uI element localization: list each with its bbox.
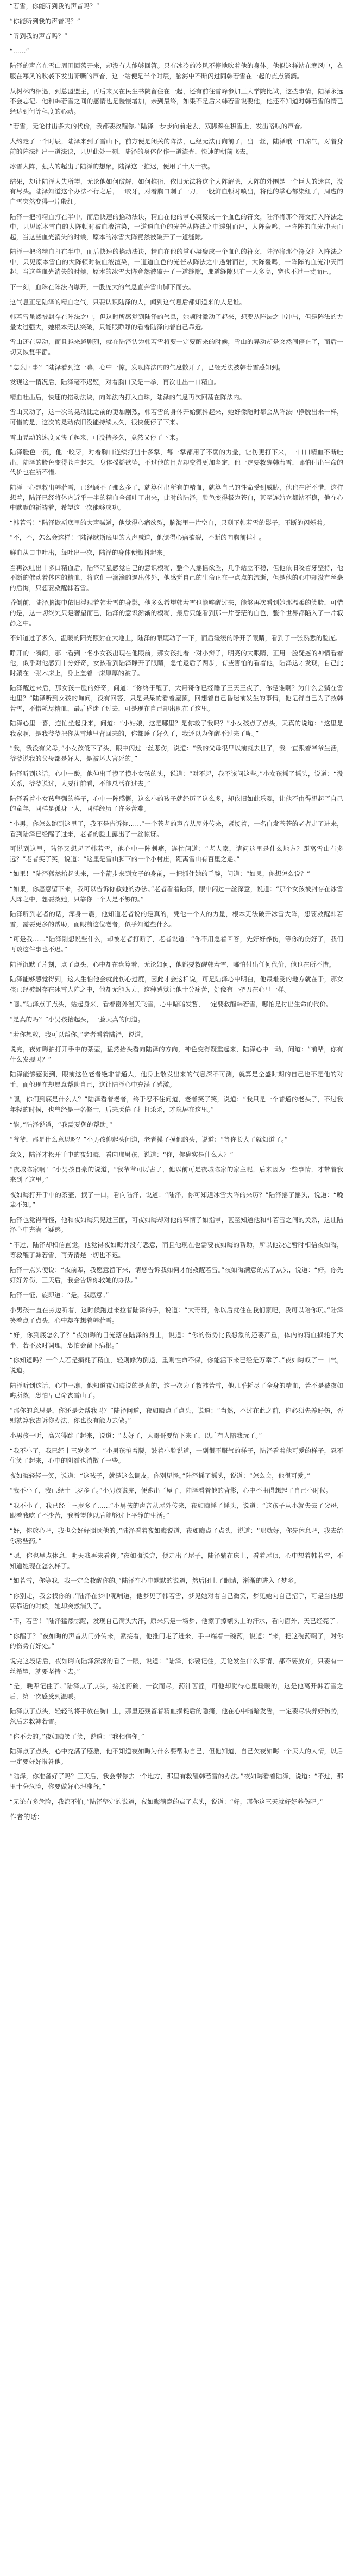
chapter-paragraph: “能。”陆泽说道，“我需要您的帮助。” xyxy=(10,1120,113,1129)
chapter-paragraph: “我不小了，我已经十三岁多了。”小男孩说完，便跑出了屋子，陆泽看着他的背影，心中不由得想起了自己小时候。 xyxy=(10,1487,332,1495)
chapter-paragraph: “听到我的声音吗？” xyxy=(10,32,68,40)
chapter-paragraph: “若雪，你能听到我的声音吗？” xyxy=(10,2,99,10)
chapter-paragraph: 结果，却让陆泽大失所望，无论他如何破解，如何推衍，依旧无法将这个大阵解除，大阵的外围是一个巨大的迷宫，没有尽头。陆泽知道这个办法不行之后，一咬牙，对着胸口刺了一刀，一股鲜血顿时喷出，将他的掌心都染红了，周遭的白雪突然变得一片殷红。 xyxy=(10,177,343,205)
chapter-paragraph: “若雪，无论付出多大的代价，我都要救醒你。”陆泽一步步向前走去，双脚踩在积雪上，发出咯吱的声音。 xyxy=(10,122,307,130)
chapter-paragraph: 陆泽一怔，旋即道：“是，我愿意。” xyxy=(10,1291,109,1299)
chapter-paragraph: “我不小了，我已经十三岁多了……”小男孩的声音从屋外传来，夜如晦摇了摇头，说道：“这孩子从小就失去了父母，跟着我吃了不少苦，我希望他以后能够过上平静的生活。” xyxy=(10,1501,343,1520)
chapter-paragraph: 鲜血从口中吐出，每吐出一次，陆泽的身体便颤抖起来。 xyxy=(10,548,169,556)
chapter-paragraph: “我，我没有父母，”小女孩低下了头，眼中闪过一丝悲伤，说道：“我的父母很早以前就去世了，我一直跟着爷爷生活，爷爷说我的父母都是好人，是被坏人害死的。” xyxy=(10,744,343,763)
chapter-paragraph: 昏倒前，陆泽脑海中依旧浮现着韩若雪的身影，他多么希望韩若雪也能够醒过来，能够再次看到她那温柔的笑脸，可惜的是，这一切终究只是奢望而已，陆泽的意识渐渐的模糊，最后只能看到那一片苍茫的白色，整个世界都陷入了一片寂静之中。 xyxy=(10,599,343,627)
chapter-paragraph: 下一刻，血珠在阵法内爆开，一股庞大的气息直奔雪山脚下而去。 xyxy=(10,283,195,291)
chapter-paragraph: 陆泽点了点头，轻轻的将手放在胸口上，那里还残留着精血损耗后的隐痛，他在心中暗暗发誓，一定要尽快养好伤势，然后去救韩若雪。 xyxy=(10,1707,343,1725)
chapter-paragraph: 说完，夜如晦拍打开手中的茶壶，猛然抬头看向陆泽的方向，神色变得凝重起来，陆泽心中一动，问道：“前辈，你有什么发现吗？” xyxy=(10,1045,343,1063)
chapter-body xyxy=(10,1,343,1807)
chapter-paragraph: 陆泽醒过来后，那女孩一脸的好奇，问道：“你终于醒了，大哥哥你已经睡了三天三夜了，你是谁啊？为什么会躺在雪地里？”陆泽听到女孩的询问，没有回答，只是呆呆的看着屋顶，回想着自己昏迷前发生的事情，他记得自己为了救韩若雪，不惜耗尽精血，最后昏迷了过去，可是现在自己却出现在了这里。 xyxy=(10,684,343,712)
chapter-paragraph: 陆泽能够感觉到，眼前这位老者绝非普通人，他身上散发出来的气息深不可测，就算是全盛时期的自己也不是他的对手，而他现在却愿意帮助自己，这让陆泽心中充满了感激。 xyxy=(10,1070,343,1088)
chapter-paragraph: 陆泽听到这话，心中一酸，他伸出手摸了摸小女孩的头，说道：“对不起，我不该问这些。”小女孩摇了摇头，说道：“没关系，爷爷说过，人要往前看，不能总活在过去。” xyxy=(10,769,343,788)
chapter-paragraph: 陆泽一点头便说：“夜前辈，我愿意留下来，请您告诉我如何才能救醒若雪。”夜如晦满意的点了点头，说道：“好，你先好好养伤，三天后，我会告诉你救她的办法。” xyxy=(10,1266,343,1284)
chapter-paragraph: 大约走了一个时辰，陆泽来到了雪山下，前方便是闭关的阵法，已经无法再向前了，出一丝，陆泽哦一口凉气，对着身前的阵法打出一道法诀，只见此处一刻，陆泽的身体化作一道流光，快速的朝前飞去。 xyxy=(10,137,343,155)
chapter-paragraph: 陆泽也觉得奇怪，他和夜如晦只见过三面，可夜如晦却对他的事情了如指掌，甚至知道他和韩若雪之间的关系，这让陆泽心中充满了疑惑。 xyxy=(10,1215,343,1234)
chapter-paragraph: 陆泽脸色一沉，他一咬牙，对着胸口连续打出十多掌，每一掌都用了不弱的力量，让伤更打下来，一口口精血不断吐出，陆泽的脸色变得苍白起来，身体摇摇欲坠，不过他的目光却变得更加坚定，他一定要救醒韩若雪，哪怕付出生命的代价也在所不惜。 xyxy=(10,448,343,477)
chapter-paragraph: “可是我……”陆泽刚想说些什么，却被老者打断了，老者说道：“你不用急着回答，先好好养伤，等你的伤好了，我们再谈这件事也不迟。” xyxy=(10,935,343,953)
chapter-paragraph: 陆泽一心想救出韩若雪，已经顾不了那么多了，就算付出所有的精血，就算自己的性命受到威胁，他也在所不惜，这样想着，陆泽已经将体内近乎一半的精血全部吐了出来，此时的陆泽，脸色变得极为苍白，甚至连站立都站不稳，他在心中默默的祈祷着，希望这一次能够成功。 xyxy=(10,483,343,512)
chapter-paragraph: 夜如晦打开手中的茶壶，抿了一口，看向陆泽，说道：“陆泽，你可知道冰雪大阵的来历？”陆泽摇了摇头，说道：“晚辈不知。” xyxy=(10,1190,343,1209)
chapter-paragraph: 说完这段话后，夜如晦向陆泽深深的看了一眼，说道：“陆泽，你要记住，无论发生什么事情，都不要放弃，只要有一丝希望，就要坚持下去。” xyxy=(10,1657,343,1675)
chapter-paragraph: 冰雪大阵，强大的超出了陆泽的想象，陆泽这一推迟，便用了十天十夜。 xyxy=(10,162,214,171)
chapter-paragraph: 陆泽听到这话，心中一凛，他知道夜如晦说的是真的，这一次为了救韩若雪，他几乎耗尽了全身的精血，若不是被夜如晦所救，恐怕早已命丧雪山了。 xyxy=(10,1381,343,1400)
chapter-paragraph: “你不会的。”夜如晦笑了笑，说道：“我相信你。” xyxy=(10,1732,144,1740)
chapter-paragraph: 陆泽听到老者的话，浑身一震，他知道老者说的是真的，凭他一个人的力量，根本无法破开冰雪大阵，想要救醒韩若雪，需要更多的帮助，而眼前这位老者，似乎知道些什么。 xyxy=(10,910,343,928)
chapter-paragraph: 陆泽心里一喜，连忙坐起身来，问道：“小姑娘，这是哪里？是你救了我吗？”小女孩点了点头，天真的说道：“这里是我家啊，是我爷爷把你从雪地里背回来的，你都睡了好久了，我还以为你醒不过来了呢。” xyxy=(10,719,343,737)
chapter-paragraph: “怎么回事？”陆泽看到这一幕，心中一惊，发现阵法内的气息散开了，已经无法被韩若雪感知到。 xyxy=(10,363,285,371)
chapter-paragraph: 陆泽能够感觉得到，这人生怕他会就此伤心过度，因此才会这样说，可是陆泽心中明白，他最难受的地方就在于，那女孩已经被封存在冰雪大阵之中，他却无能为力，这种感觉让他十分痛苦，好像有一把刀在心里一样。 xyxy=(10,975,343,993)
chapter-paragraph: 睁开的一瞬间，那一看到一名小女孩出现在他眼前，那女孩扎着一对小辫子，明亮的大眼睛，正用一脸疑惑的神情看着他，似乎对他感到十分好奇，女孩看到陆泽睁开了眼睛，急忙退后了两步，有些害怕的看着他，陆泽这才发现，自己此时躺在一张木床上，身上盖着一床厚厚的被子。 xyxy=(10,649,343,677)
chapter-paragraph: 陆泽看着小女孩坚强的样子，心中一阵感慨，这么小的孩子就经历了这么多，却依旧如此乐观，让他不由得想起了自己的童年，同样是孤身一人，同样经历了许多苦难。 xyxy=(10,794,343,813)
chapter-paragraph: “是真的吗？”小男孩抬起头，一脸天真的问道。 xyxy=(10,1015,144,1023)
chapter-paragraph: 陆泽的声音在雪山周围回荡开来，却没有人能够回答。只有冰冷的冷风不停地吹着他的身体。他似这样站在寒风中，衣服在寒风的吹袭下发出嘶嘶的声音，这一站便是半个时辰，脑海中不断闪过同韩若雪在一起的点点滴滴。 xyxy=(10,62,343,80)
chapter-paragraph: “爷爷，那是什么意思呀？”小男孩仰起头问道，老者摸了摸他的头，说道：“等你长大了就知道了。” xyxy=(10,1136,288,1144)
chapter-paragraph: 韩若雪虽然被封存在阵法之中，但这时所感觉到陆泽的气息，她顿时激动了起来，想要从阵法之中冲出，但是阵法的力量太过强大，她根本无法突破，只能眼睁睁的看着陆泽向着自己靠近。 xyxy=(10,313,343,331)
chapter-paragraph: “夜城陈家啊！”小男孩自豪的说道，“我爷爷可厉害了，他以前可是夜城陈家的家主呢，后来因为一些事情，才带着我来到了这里。” xyxy=(10,1165,343,1184)
chapter-paragraph: 陆泽一把将精血打在半中，而后快速的掐动法诀，精血在他的掌心凝聚成一个血色的符文，陆泽将那个符文打入阵法之中，只见原本雪白的大阵顿时被血液渲染，一道道血色的光芒从阵法之中透射而出，大阵轰鸣，一阵阵的血光冲天而起，当这些血光消失的时候，原本的冰雪大阵竟然被破开了一道缝隙。 xyxy=(10,212,343,241)
chapter-paragraph: “你醒了？”夜如晦的声音从门外传来，紧接着，他推门走了进来，手中端着一碗药，说道：“来，把这碗药喝了，对你的伤势有好处。” xyxy=(10,1632,343,1650)
chapter-paragraph: 小男孩一直在旁边听着，这时候跑过来拉着陆泽的手，说道：“大哥哥，你以后就住在我们家吧，我可以陪你玩。”陆泽笑着点了点头，心中却在想着韩若雪。 xyxy=(10,1306,343,1324)
author-note: 作者的话： xyxy=(10,1813,44,1821)
chapter-paragraph: 夜如晦轻轻一笑，说道：“这孩子，就是这么调皮，你别见怪。”陆泽摇了摇头，说道：“怎么会，他很可爱。” xyxy=(10,1471,311,1480)
chapter-paragraph: 意义，陆泽才松开手中的夜如晦，看向那男孩，说道：“你，你确实是什么人？” xyxy=(10,1150,234,1158)
chapter-paragraph: “小男，你怎么跑到这里了，我不是告诉你……”一个苍老的声音从屋外传来，紧接着，一名白发苍苍的老者走了进来，看到陆泽已经醒了过来，老者的脸上露出了一丝惊讶。 xyxy=(10,820,343,838)
chapter-paragraph: 陆泽一把将精血打在半中，而后快速的掐动法诀，精血在他的掌心凝聚成一个血色的符文，陆泽将那个符文打入阵法之中，只见原本雪白的大阵顿时被血液渲染，一道道血色的光芒从阵法之中透射而出，大阵轰鸣，一阵阵的血光冲天而起，当这些血光消失的时候，原本的冰雪大阵竟然被破开了一道缝隙，那道缝隙只有一人多高，宽也不过一丈而已。 xyxy=(10,248,343,276)
chapter-paragraph: 小男孩一听，高兴得跳了起来，说道：“太好了，大哥哥要留下来了，以后有人陪我玩了。” xyxy=(10,1431,262,1439)
chapter-paragraph: “你别走，我会找你的。”陆泽在梦中呢喃道，他梦见了韩若雪，梦见她对着自己微笑，梦见她向自己招手，可是当他想要靠近的时候，她却突然消失了。 xyxy=(10,1592,343,1610)
chapter-paragraph: “如若雪，你等我，我一定会救醒你的。”陆泽在心中默默的说道，然后闭上了眼睛，渐渐的进入了梦乡。 xyxy=(10,1577,300,1585)
chapter-paragraph: 不知道过了多久，温暖的阳光照射在大地上，陆泽的眼睫动了一下，而后缓缓的睁开了眼睛，看到了一张熟悉的脸庞。 xyxy=(10,634,342,642)
chapter-paragraph: 雪山又动了，这一次的晃动比之前的更加剧烈，韩若雪的身体开始颤抖起来，她好像随时都会从阵法中挣脱出来一样，可惜的是，这次的晃动依旧没能持续太久，很快便停了下来。 xyxy=(10,408,343,426)
chapter-paragraph: 从树林内相遇，到总盟盟主，再后来又在民生书院留住在一起，还有前往雪峰参加三大学院比试，这些事情，陆泽永远不会忘记。他和韩若雪之间的感情也是慢慢增加，亲到最终，如果不是后来韩若雪说要他，他还不知道对韩若雪的情已经达到何等程度的心动。 xyxy=(10,87,343,115)
chapter-paragraph: 当再次吐出十多口精血后，陆泽明显感觉自己的意识模糊，整个人摇摇欲坠，几乎站立不稳，但他依旧咬着牙坚持，他不断的催动着体内的精血，将它们一滴滴的逼出体外，他感觉自己的生命正在一点点的流逝，但是他的心中却没有丝毫的后悔，只想要救醒韩若雪。 xyxy=(10,563,343,592)
chapter-paragraph: 陆泽沉默了片刻，点了点头，心中却在盘算着，无论如何，他都要救醒韩若雪，哪怕付出任何代价，他也在所不惜。 xyxy=(10,960,335,968)
chapter-paragraph: “嗯。”陆泽点了点头，站起身来，看着窗外漫天飞雪，心中暗暗发誓，一定要救醒韩若雪，哪怕是付出生命的代价。 xyxy=(10,1000,332,1008)
chapter-paragraph: “若你想救，我可以帮你。”老者看着陆泽，说道。 xyxy=(10,1030,148,1038)
chapter-paragraph: “嗯，你也早点休息，明天我再来看你。”夜如晦说完，便走出了屋子，陆泽躺在床上，看着屋顶，心中想着韩若雪，不知道她现在怎么样了。 xyxy=(10,1552,343,1570)
chapter-paragraph: 雪山晃动的速度又快了起来，可没持多久，竟然又停了下来。 xyxy=(10,433,182,441)
chapter-paragraph: “你知道吗？一个人若是损耗了精血，轻则修为倒退，重则性命不保，你能活下来已经是万幸了。”夜如晦叹了一口气，说道。 xyxy=(10,1356,343,1374)
chapter-paragraph: “韩若雪！”陆泽歇斯底里的大声喊道，他觉得心痛欲裂，脑海里一片空白，只剩下韩若雪的影子，不断的闪烁着。 xyxy=(10,518,329,527)
chapter-paragraph: “无论有多危险，我都不怕。”陆泽坚定的说道，夜如晦满意的点了点头，说道：“好，那你这三天就好好养伤吧。” xyxy=(10,1797,323,1806)
chapter-paragraph: “如果，你愿意留下来，我可以告诉你救她的办法。”老者看着陆泽，眼中闪过一丝深意，说道：“那个女孩被封存在冰雪大阵之中，想要救她，只靠你一个人是不够的。” xyxy=(10,885,343,903)
chapter-paragraph: “……” xyxy=(10,47,29,55)
chapter-paragraph: 可说到这里，陆泽又想起了韩若雪，他心中一阵刺痛，连忙问道：“老人家，请问这里是什么地方？距离雪山有多远？”老者笑了笑，说道：“这里是雪山脚下的一个小村庄，距离雪山有百里之遥。” xyxy=(10,845,343,863)
chapter-paragraph: “不，不，怎么会这样！”陆泽歇斯底里的大声喊道，他觉得心痛欲裂，不断的向胸前捶打。 xyxy=(10,534,266,542)
chapter-paragraph: “那你的意思是，你还是会帮我吗？”陆泽问道，夜如晦点了点头，说道：“当然，不过在此之前，你必须先养好伤，否则就算我告诉你办法，你也没有能力去做。” xyxy=(10,1406,343,1425)
chapter-paragraph: 精血吐出后，快速的掐动法诀，向阵法内打入血珠，陆泽的气息再次回荡在阵法内。 xyxy=(10,393,246,401)
chapter-paragraph: “我不小了，我已经十三岁多了！”小男孩掐着腰，鼓着小脸说道，一副很不服气的样子，陆泽看着他可爱的样子，忍不住笑了起来，心中的阴霾也消散了一些。 xyxy=(10,1446,343,1465)
chapter-paragraph: “你能听到我的声音吗？” xyxy=(10,17,80,25)
chapter-paragraph: “是，晚辈记住了。”陆泽点了点头，接过药碗，一饮而尽，药汁苦涩，可他却觉得心里暖暖的，这是他离开韩若雪之后，第一次感受到温暖。 xyxy=(10,1682,343,1700)
chapter-paragraph: “好，你放心吧，我也会好好照顾他的。”陆泽看着夜如晦说道，夜如晦点了点头，说道：“那就好，你先休息吧，我去给你熬些药。” xyxy=(10,1527,343,1545)
chapter-paragraph: “不过，陆泽却相信直觉，他觉得夜如晦并没有恶意，而且他现在也需要夜如晦的帮助，所以他决定暂时相信夜如晦，等救醒了韩若雪，再弄清楚一切也不迟。 xyxy=(10,1241,343,1259)
chapter-paragraph: 这气息正是陆泽的精血之气，只要认识陆泽的人，闻到这气息后都知道来的人是谁。 xyxy=(10,298,246,306)
chapter-paragraph: “嘿，你们到底是什么人？”陆泽看着老者，终于忍不住问道，老者笑了笑，说道：“我只是一个普通的老头子，不过我年轻的时候，也曾经是一名修士，后来厌倦了打打杀杀，才隐居在这里。” xyxy=(10,1095,343,1114)
chapter-paragraph: “陆泽，你准备好了吗？三天后，我会带你去一个地方，那里有救醒韩若雪的办法。”夜如晦看着陆泽，说道：“不过，那里十分危险，你要做好心理准备。” xyxy=(10,1772,343,1790)
chapter-paragraph: 发现这一情况后，陆泽毫不迟疑，对着胸口又是一拳，再次吐出一口精血。 xyxy=(10,378,220,386)
chapter-paragraph: “不，若雪！”陆泽猛然惊醒，发现自己满头大汗，原来只是一场梦，他擦了擦额头上的汗水，看向窗外，天已经亮了。 xyxy=(10,1617,342,1625)
chapter-paragraph: 陆泽点了点头，心中充满了感激，他不知道夜如晦为什么要帮助自己，但他知道，自己欠夜如晦一个天大的人情，以后一定要好好报答他。 xyxy=(10,1747,343,1765)
chapter-paragraph: “如果！”陆泽猛然抬起头来，一个箭步来到女子的身前，一把抓住她的手腕，问道：“如果，你想怎么说？” xyxy=(10,870,311,878)
chapter-paragraph: 雪山还在晃动，而且越来越剧烈，就在陆泽认为韩若雪将要一定要醒来的时候，雪山的异动却是突然间停止了，而后一切又恢复平静。 xyxy=(10,338,343,356)
chapter-paragraph: “好，你到底怎么了？”夜如晦的目光落在陆泽的身上，说道：“你的伤势比我想象的还要严重，体内的精血损耗了大半，若不及时调理，恐怕会留下病根。” xyxy=(10,1331,343,1349)
